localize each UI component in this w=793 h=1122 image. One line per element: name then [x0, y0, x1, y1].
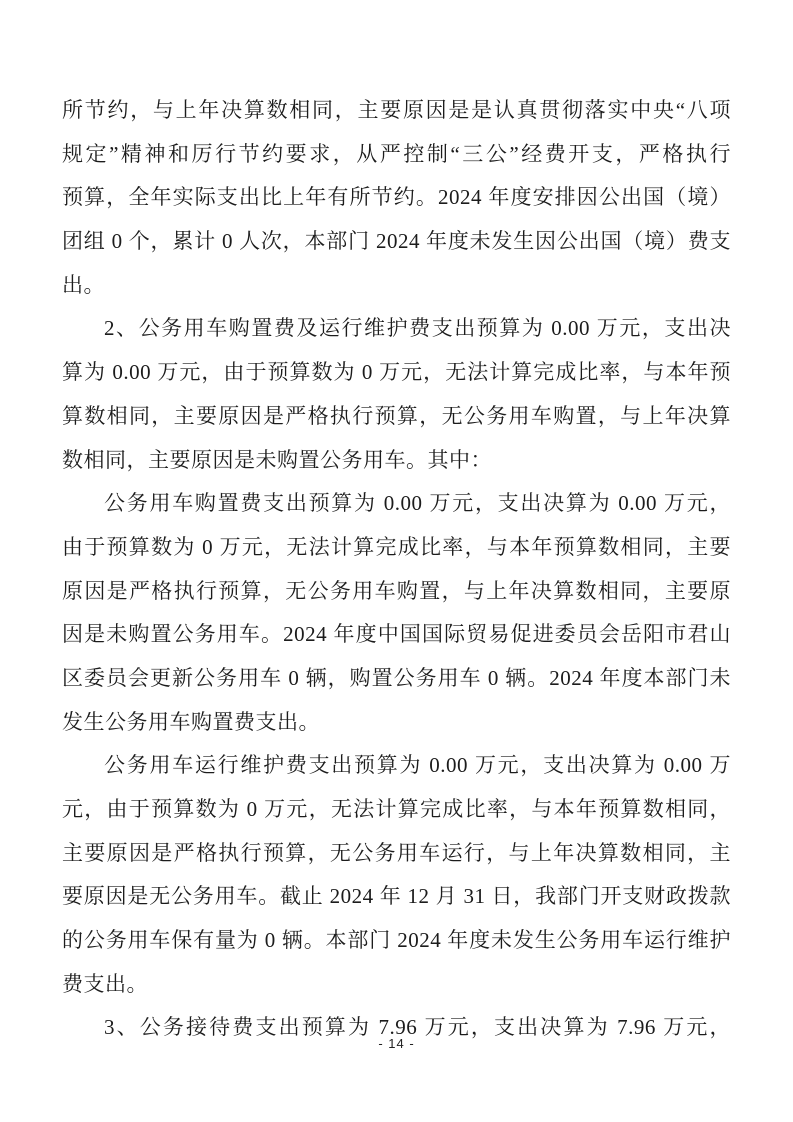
text-line: 算为 0.00 万元，由于预算数为 0 万元，无法计算完成比率，与本年预: [62, 360, 731, 385]
text-line: 预算，全年实际支出比上年有所节约。2024 年度安排因公出国（境）: [62, 185, 731, 210]
text-line: 元，由于预算数为 0 万元，无法计算完成比率，与本年预算数相同，: [62, 797, 731, 821]
text-line: 规定”精神和厉行节约要求，从严控制“三公”经费开支，严格执行: [62, 141, 731, 166]
text-line: 因是未购置公务用车。2024 年度中国国际贸易促进委员会岳阳市君山: [62, 622, 731, 647]
text-line: 出。: [62, 272, 105, 297]
text-line: 主要原因是严格执行预算，无公务用车运行，与上年决算数相同，主: [62, 840, 731, 865]
text-line: 团组 0 个，累计 0 人次，本部门 2024 年度未发生因公出国（境）费支: [62, 229, 731, 254]
text-line: 公务用车购置费支出预算为 0.00 万元，支出决算为 0.00 万元，: [104, 491, 731, 516]
text-line: 公务用车运行维护费支出预算为 0.00 万元，支出决算为 0.00 万: [104, 753, 731, 778]
text-line: 区委员会更新公务用车 0 辆，购置公务用车 0 辆。2024 年度本部门未: [62, 665, 731, 690]
text-line: 由于预算数为 0 万元，无法计算完成比率，与本年预算数相同，主要: [62, 534, 731, 559]
text-line: 发生公务用车购置费支出。: [62, 709, 320, 734]
text-line: 的公务用车保有量为 0 辆。本部门 2024 年度未发生公务用车运行维护: [62, 928, 731, 953]
document-body: [62, 89, 731, 1050]
text-line: 2、公务用车购置费及运行维护费支出预算为 0.00 万元，支出决: [104, 316, 731, 341]
text-line: 所节约，与上年决算数相同，主要原因是是认真贯彻落实中央“八项: [62, 98, 731, 122]
text-line: 费支出。: [62, 971, 148, 996]
page-number: - 14 -: [378, 1036, 415, 1051]
text-line: 数相同，主要原因是未购置公务用车。其中：: [62, 447, 492, 472]
text-line: 要原因是无公务用车。截止 2024 年 12 月 31 日，我部门开支财政拨款: [62, 884, 731, 909]
text-line: 3、公务接待费支出预算为 7.96 万元，支出决算为 7.96 万元，: [104, 1015, 731, 1040]
text-line: 原因是严格执行预算，无公务用车购置，与上年决算数相同，主要原: [62, 578, 731, 603]
text-line: 算数相同，主要原因是严格执行预算，无公务用车购置，与上年决算: [62, 403, 731, 428]
